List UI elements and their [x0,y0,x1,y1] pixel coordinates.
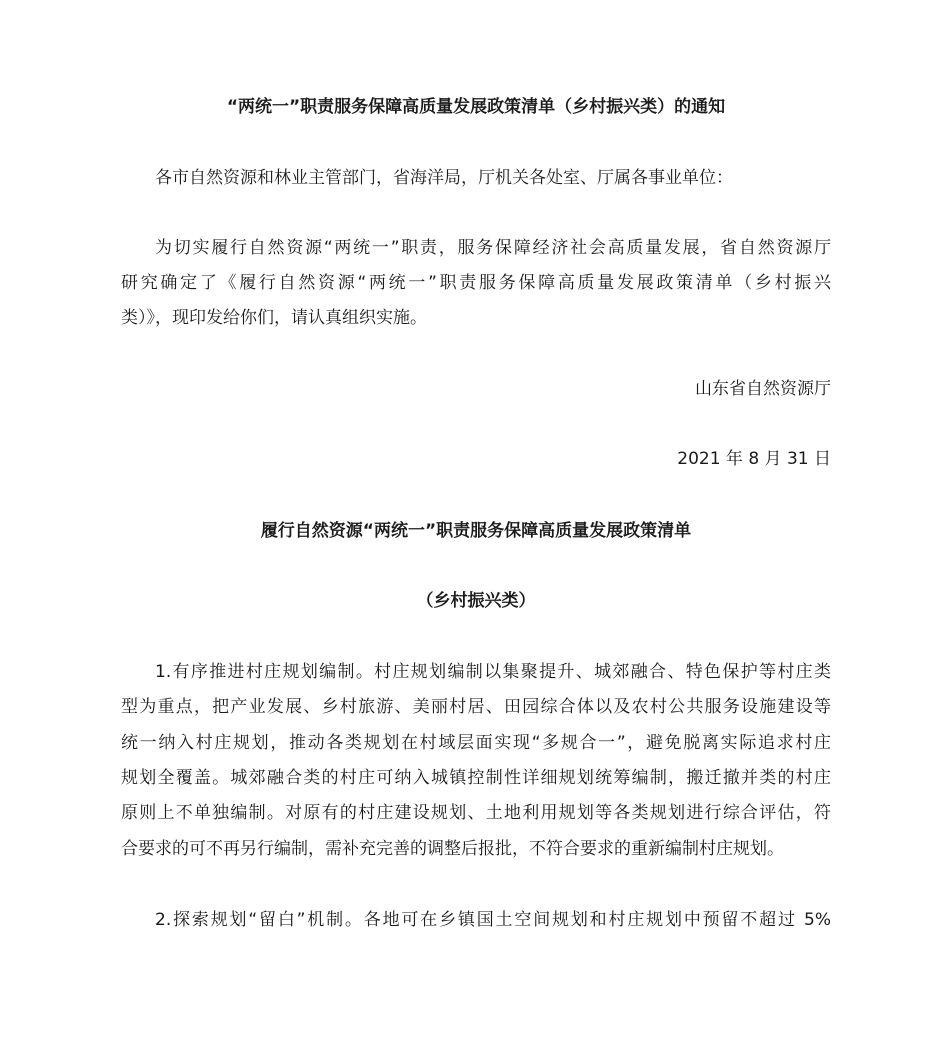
item1-line-2: 型为重点，把产业发展、乡村旅游、美丽村居、田园综合体以及农村公共服务设施建设等 [121,697,831,717]
list-subtitle: （乡村振兴类） [416,591,536,611]
notice-body-line-2: 研究确定了《履行自然资源“两统一”职责服务保障高质量发展政策清单（乡村振兴 [121,273,831,293]
item1-line-1: 1.有序推进村庄规划编制。村庄规划编制以集聚提升、城郊融合、特色保护等村庄类 [155,662,831,682]
item1-line-5: 原则上不单独编制。对原有的村庄建设规划、土地利用规划等各类规划进行综合评估，符 [121,803,831,823]
notice-title: “两统一”职责服务保障高质量发展政策清单（乡村振兴类）的通知 [226,97,726,117]
notice-signature: 山东省自然资源厅 [695,379,831,399]
item1-line-4: 规划全覆盖。城郊融合类的村庄可纳入城镇控制性详细规划统筹编制，搬迁撤并类的村庄 [121,768,831,788]
notice-body-line-3: 类）》，现印发给你们，请认真组织实施。 [121,308,427,328]
notice-body-line-1: 为切实履行自然资源“两统一”职责，服务保障经济社会高质量发展，省自然资源厅 [155,238,831,258]
list-title: 履行自然资源“两统一”职责服务保障高质量发展政策清单 [260,521,692,541]
item1-line-3: 统一纳入村庄规划，推动各类规划在村域层面实现“多规合一”，避免脱离实际追求村庄 [121,733,831,753]
item1-line-6: 合要求的可不再另行编制，需补充完善的调整后报批，不符合要求的重新编制村庄规划。 [121,839,784,859]
notice-addressee: 各市自然资源和林业主管部门，省海洋局，厅机关各处室、厅属各事业单位： [155,168,733,188]
item2-line-1: 2.探索规划“留白”机制。各地可在乡镇国土空间规划和村庄规划中预留不超过 5% [155,910,831,930]
notice-date: 2021 年 8 月 31 日 [677,449,831,469]
